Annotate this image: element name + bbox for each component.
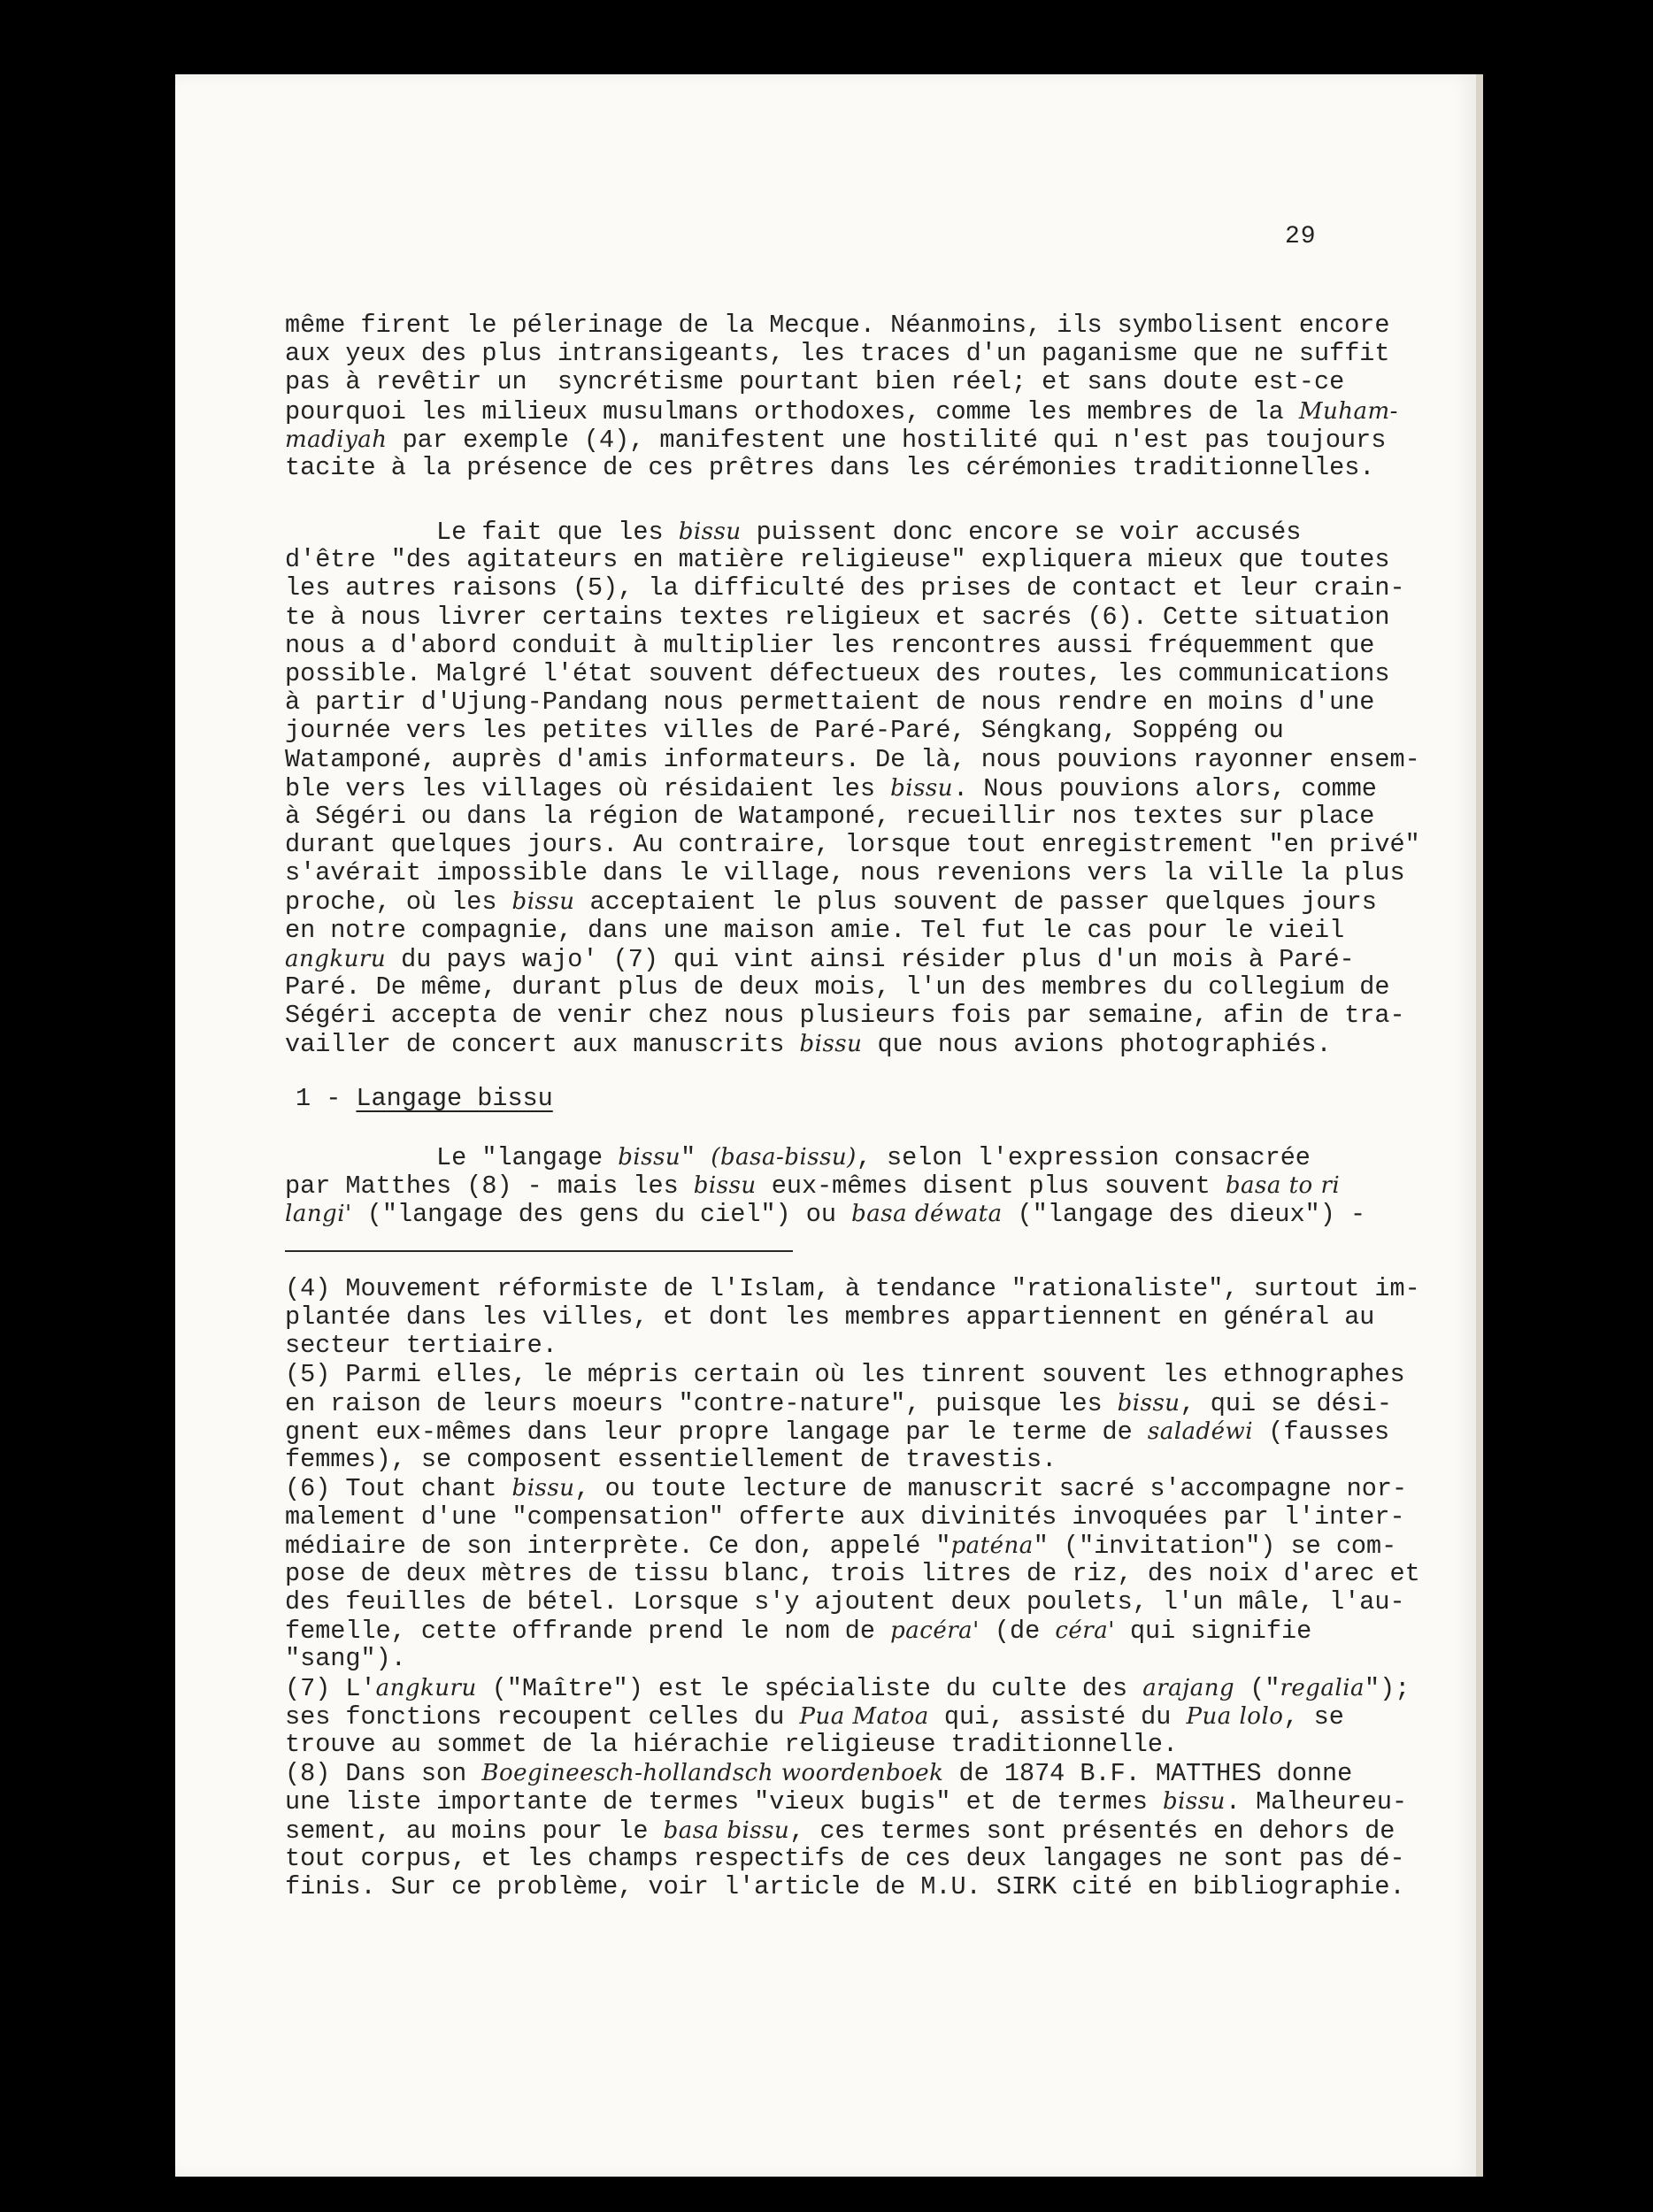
text-run: Ségéri accepta de venir chez nous plusieurs fois par semaine, afin de tra- xyxy=(285,1001,1405,1031)
text-line xyxy=(285,688,1420,717)
text-run: ses fonctions recoupent celles du xyxy=(285,1701,800,1732)
text-run: sement, au moins pour le xyxy=(285,1816,664,1846)
text-run: aux yeux des plus intransigeants, les traces d'un paganisme que ne suffit xyxy=(285,339,1390,369)
text-run: d'être "des agitateurs en matière religieuse" expliquera mieux que toutes xyxy=(285,545,1390,575)
italic-term: bissu xyxy=(799,1031,863,1058)
text-run: (" xyxy=(1234,1673,1280,1703)
text-line xyxy=(285,945,1420,973)
text-run: " ("invitation") se com- xyxy=(1033,1531,1397,1561)
text-run: , ces termes sont présentés en dehors de xyxy=(789,1816,1395,1846)
text-run: même firent le pélerinage de la Mecque. Néanmoins, ils symbolisent encore xyxy=(285,311,1390,340)
italic-term: Pua lolo xyxy=(1186,1702,1284,1730)
text-line xyxy=(285,917,1420,945)
text-run: , selon l'expression consacrée xyxy=(856,1143,1311,1172)
text-run: ("langage des dieux") - xyxy=(1002,1200,1366,1230)
text-run: pas à revêtir un syncrétisme pourtant bien réel; et sans doute est-ce xyxy=(285,367,1345,397)
page-number: 29 xyxy=(1285,223,1317,250)
italic-term: basa bissu xyxy=(663,1816,790,1844)
text-run: . Nous pouvions alors, comme xyxy=(953,773,1377,803)
text-line xyxy=(285,1873,1420,1901)
text-run: (8) Dans son xyxy=(285,1759,482,1789)
text-line xyxy=(285,1759,1420,1787)
page-edge xyxy=(1476,74,1483,2177)
text-run: puissent donc encore se voir accusés xyxy=(741,518,1302,547)
text-run: de 1874 B.F. MATTHES donne xyxy=(943,1759,1353,1789)
text-run: Watamponé, auprès d'amis informateurs. De là, nous pouvions rayonner ensem- xyxy=(285,744,1420,774)
text-line xyxy=(285,1143,1365,1171)
italic-term: angkuru xyxy=(375,1674,477,1701)
text-line xyxy=(285,454,1398,482)
text-line xyxy=(285,1645,1420,1673)
italic-term: madiyah xyxy=(285,426,388,453)
text-run: (fausses xyxy=(1253,1417,1390,1447)
text-line xyxy=(285,1560,1420,1588)
text-line xyxy=(285,1200,1365,1228)
footnotes xyxy=(285,1275,1420,1901)
text-run: vailler de concert aux manuscrits xyxy=(285,1030,800,1060)
text-line xyxy=(285,632,1420,660)
text-run: Le "langage xyxy=(285,1143,619,1172)
text-line xyxy=(285,746,1420,774)
text-line xyxy=(285,660,1420,688)
italic-term: pacéra' xyxy=(890,1617,980,1645)
text-run: Le fait que les xyxy=(285,518,679,547)
text-line xyxy=(285,546,1420,574)
text-run: eux-mêmes disent plus souvent xyxy=(756,1171,1226,1202)
text-run: que nous avions photographiés. xyxy=(862,1030,1332,1060)
text-run: proche, où les xyxy=(285,887,512,918)
text-line xyxy=(285,1845,1420,1873)
text-line xyxy=(285,717,1420,745)
text-run: ("Maître") est le spécialiste du culte des xyxy=(476,1673,1143,1703)
text-line xyxy=(285,973,1420,1002)
text-line xyxy=(285,774,1420,803)
text-run: les autres raisons (5), la difficulté des prises de contact et leur crain- xyxy=(285,573,1405,603)
text-run: en raison de leurs moeurs "contre-nature", puisque les xyxy=(285,1388,1118,1418)
text-run: , ou toute lecture de manuscrit sacré s'accompagne nor- xyxy=(574,1474,1408,1504)
text-run: ble vers les villages où résidaient les xyxy=(285,773,891,803)
text-run: s'avérait impossible dans le village, nous revenions vers la ville la plus xyxy=(285,858,1405,888)
text-run: ("langage des gens du ciel") ou xyxy=(351,1200,852,1230)
text-line xyxy=(285,518,1420,546)
text-run: " xyxy=(680,1143,711,1172)
text-line xyxy=(285,1002,1420,1030)
text-line xyxy=(285,859,1420,887)
text-run: en notre compagnie, dans une maison amie. Tel fut le cas pour le vieil xyxy=(285,915,1345,945)
italic-term: basa to ri xyxy=(1225,1172,1341,1200)
text-line xyxy=(285,603,1420,632)
text-line xyxy=(285,1702,1420,1731)
text-run: te à nous livrer certains textes religieux et sacrés (6). Cette situation xyxy=(285,602,1390,632)
italic-term: (basa-bissu) xyxy=(711,1144,857,1171)
paragraph-3 xyxy=(285,1143,1365,1229)
text-run: journée vers les petites villes de Paré-Paré, Séngkang, Soppéng ou xyxy=(285,716,1284,746)
text-run: "sang"). xyxy=(285,1644,406,1674)
text-run: pose de deux mètres de tissu blanc, trois litres de riz, des noix d'arec et xyxy=(285,1558,1420,1588)
text-line xyxy=(285,1417,1420,1446)
italic-term: bissu xyxy=(1162,1788,1226,1816)
footnote-divider xyxy=(285,1250,793,1252)
italic-term: langi' xyxy=(285,1201,352,1228)
italic-term: Boegineesch-hollandsch woordenboek xyxy=(481,1760,944,1787)
italic-term: saladéwi xyxy=(1147,1417,1254,1445)
text-line xyxy=(285,1503,1420,1532)
italic-term: basa déwata xyxy=(851,1201,1003,1228)
text-line xyxy=(285,1389,1420,1417)
paragraph-2 xyxy=(285,518,1420,1059)
text-run: trouve au sommet de la hiérachie religieuse traditionnelle. xyxy=(285,1730,1179,1759)
text-run: (de xyxy=(979,1617,1056,1647)
text-line xyxy=(285,1171,1365,1200)
text-line xyxy=(285,397,1398,426)
text-run: secteur tertiaire. xyxy=(285,1331,557,1361)
italic-term: bissu xyxy=(1117,1389,1180,1417)
text-line xyxy=(285,311,1398,340)
text-line xyxy=(285,887,1420,916)
text-run: médiaire de son interprète. Ce don, appelé " xyxy=(285,1531,951,1561)
text-line xyxy=(285,340,1398,368)
text-run: , qui se dési- xyxy=(1180,1388,1392,1418)
paragraph-1 xyxy=(285,311,1398,482)
text-run: . Malheureu- xyxy=(1225,1787,1408,1817)
italic-term: bissu xyxy=(890,774,954,802)
text-run: femelle, cette offrande prend le nom de xyxy=(285,1617,891,1647)
italic-term: Pua Matoa xyxy=(799,1702,929,1730)
section-title: Langage bissu xyxy=(356,1084,553,1113)
text-run: des feuilles de bétel. Lorsque s'y ajoutent deux poulets, l'un mâle, l'au- xyxy=(285,1587,1405,1617)
text-run: gnent eux-mêmes dans leur propre langage par le terme de xyxy=(285,1417,1148,1447)
text-run: , se xyxy=(1283,1701,1344,1732)
section-heading xyxy=(296,1084,553,1113)
italic-term: angkuru xyxy=(285,945,387,972)
text-line xyxy=(285,1787,1420,1816)
italic-term: paténa xyxy=(950,1532,1034,1559)
text-run: tacite à la présence de ces prêtres dans les cérémonies traditionnelles. xyxy=(285,452,1375,482)
italic-term: bissu xyxy=(678,518,742,545)
text-run: par exemple (4), manifestent une hostilité qui n'est pas toujours xyxy=(387,425,1387,455)
text-run: femmes), se composent essentiellement de travestis. xyxy=(285,1445,1057,1475)
italic-term: regalia xyxy=(1280,1674,1365,1701)
text-line xyxy=(285,1674,1420,1702)
text-run: à partir d'Ujung-Pandang nous permettaient de nous rendre en moins d'une xyxy=(285,687,1375,718)
text-run: "); xyxy=(1365,1673,1411,1703)
text-line xyxy=(285,1446,1420,1474)
text-run: qui signifie xyxy=(1114,1617,1312,1647)
text-line xyxy=(285,803,1420,831)
text-run: pourquoi les milieux musulmans orthodoxes, comme les membres de la xyxy=(285,396,1299,426)
text-line xyxy=(285,831,1420,859)
italic-term: Muham- xyxy=(1298,397,1398,425)
italic-term: bissu xyxy=(511,1475,575,1502)
text-run: acceptaient le plus souvent de passer quelques jours xyxy=(574,887,1377,918)
text-run: qui, assisté du xyxy=(928,1701,1187,1732)
text-run: tout corpus, et les champs respectifs de ces deux langages ne sont pas dé- xyxy=(285,1843,1405,1873)
text-line xyxy=(285,426,1398,454)
text-run: (5) Parmi elles, le mépris certain où les tinrent souvent les ethnographes xyxy=(285,1359,1405,1389)
text-line xyxy=(285,1617,1420,1645)
text-line xyxy=(285,574,1420,603)
text-run: à Ségéri ou dans la région de Watamponé, recueillir nos textes sur place xyxy=(285,801,1375,831)
text-run: finis. Sur ce problème, voir l'article de M.U. SIRK cité en bibliographie. xyxy=(285,1871,1405,1901)
text-run: plantée dans les villes, et dont les membres appartiennent en général au xyxy=(285,1302,1375,1333)
text-line xyxy=(285,1303,1420,1332)
text-run: malement d'une "compensation" offerte aux divinités invoquées par l'inter- xyxy=(285,1502,1405,1532)
text-run: une liste importante de termes "vieux bugis" et de termes xyxy=(285,1787,1163,1817)
text-run: durant quelques jours. Au contraire, lorsque tout enregistrement "en privé" xyxy=(285,830,1420,860)
text-run: (4) Mouvement réformiste de l'Islam, à tendance "rationaliste", surtout im- xyxy=(285,1274,1420,1303)
text-line xyxy=(285,1030,1420,1058)
text-line xyxy=(285,1275,1420,1303)
text-run: du pays wajo' (7) qui vint ainsi résider plus d'un mois à Paré- xyxy=(386,944,1355,974)
text-line xyxy=(285,1532,1420,1560)
text-run: par Matthes (8) - mais les xyxy=(285,1171,694,1202)
italic-term: bissu xyxy=(511,888,575,916)
italic-term: céra' xyxy=(1055,1617,1115,1645)
italic-term: bissu xyxy=(693,1172,757,1200)
text-line xyxy=(285,1816,1420,1845)
text-run: (7) L' xyxy=(285,1673,376,1703)
section-number: 1 - xyxy=(296,1084,357,1113)
text-line xyxy=(285,1588,1420,1617)
text-line xyxy=(285,1332,1420,1360)
text-line xyxy=(285,1474,1420,1502)
italic-term: bissu xyxy=(618,1144,681,1171)
text-run: possible. Malgré l'état souvent défectueux des routes, les communications xyxy=(285,658,1390,688)
text-run: (6) Tout chant xyxy=(285,1474,512,1504)
italic-term: arajang xyxy=(1142,1674,1235,1701)
text-run: Paré. De même, durant plus de deux mois, l'un des membres du collegium de xyxy=(285,972,1390,1002)
text-run: nous a d'abord conduit à multiplier les rencontres aussi fréquemment que xyxy=(285,630,1375,660)
text-line xyxy=(285,368,1398,396)
text-line xyxy=(285,1361,1420,1389)
text-line xyxy=(285,1731,1420,1759)
